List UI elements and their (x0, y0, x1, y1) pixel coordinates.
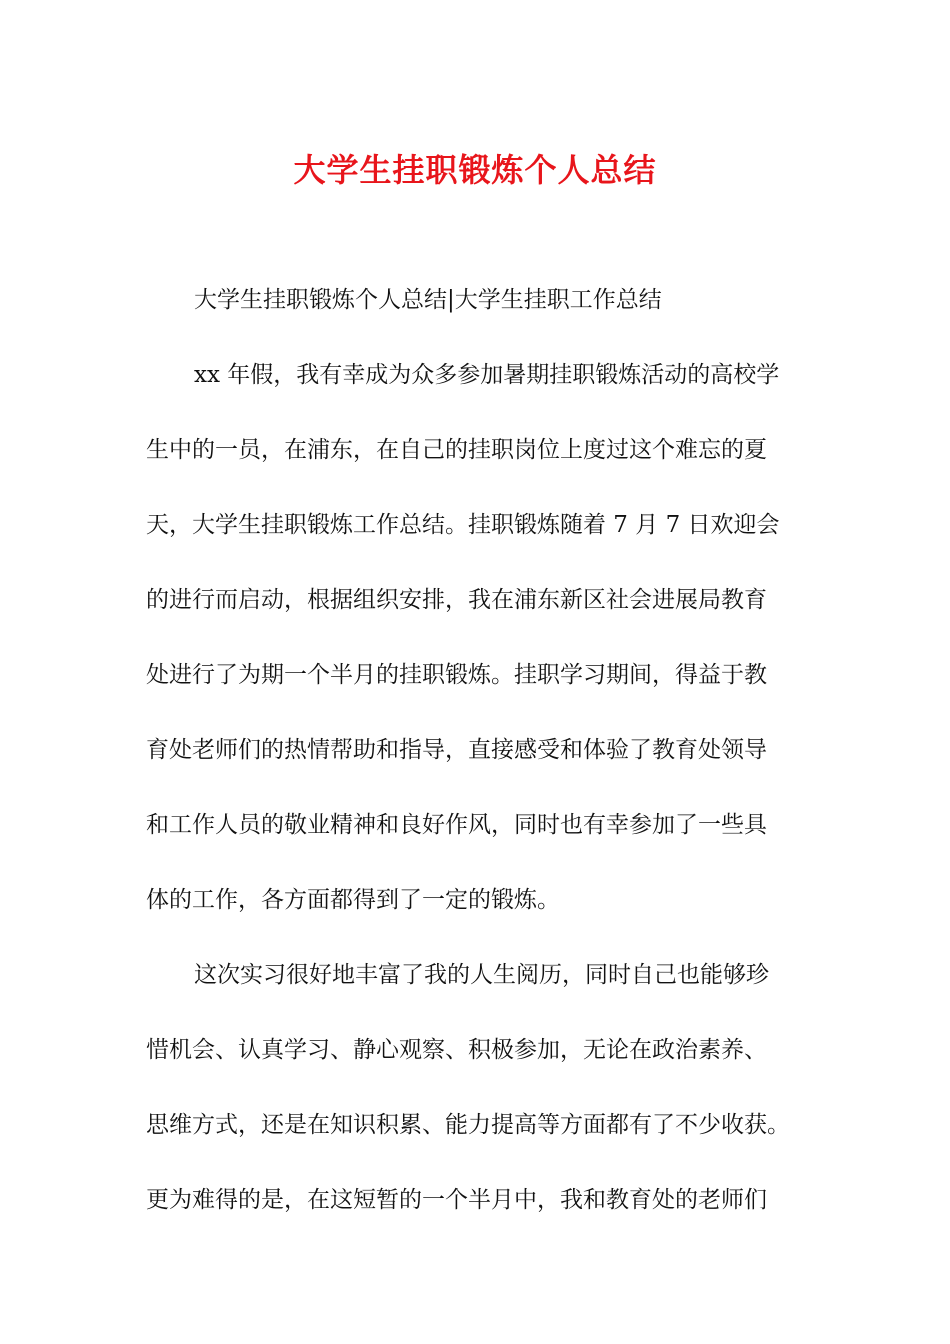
document-body (146, 276, 811, 1251)
paragraph-line: 处进行了为期一个半月的挂职锻炼。挂职学习期间，得益于教 (146, 662, 767, 688)
paragraph-line: 育处老师们的热情帮助和指导，直接感受和体验了教育处领导 (146, 737, 767, 763)
paragraph-line: 的进行而启动，根据组织安排，我在浦东新区社会进展局教育 (146, 587, 767, 613)
paragraph-2 (146, 951, 811, 1251)
paragraph-line: xx 年假，我有幸成为众多参加暑期挂职锻炼活动的高校学 (194, 362, 780, 388)
paragraph-line: 惜机会、认真学习、静心观察、积极参加，无论在政治素养、 (146, 1037, 767, 1063)
paragraph-line: 思维方式，还是在知识积累、能力提高等方面都有了不少收获。 (146, 1112, 790, 1138)
paragraph-line: 生中的一员，在浦东，在自己的挂职岗位上度过这个难忘的夏 (146, 437, 767, 463)
paragraph-line: 和工作人员的敬业精神和良好作风，同时也有幸参加了一些具 (146, 812, 767, 838)
paragraph-line: 更为难得的是，在这短暂的一个半月中，我和教育处的老师们 (146, 1187, 767, 1213)
document-subtitle: 大学生挂职锻炼个人总结|大学生挂职工作总结 (194, 287, 662, 313)
paragraph-1 (146, 351, 811, 951)
paragraph-line: 这次实习很好地丰富了我的人生阅历，同时自己也能够珍 (194, 962, 769, 988)
paragraph-line: 体的工作，各方面都得到了一定的锻炼。 (146, 887, 560, 913)
paragraph-line: 天，大学生挂职锻炼工作总结。挂职锻炼随着 7 月 7 日欢迎会 (146, 512, 780, 538)
document-title: 大学生挂职锻炼个人总结 (293, 151, 657, 189)
